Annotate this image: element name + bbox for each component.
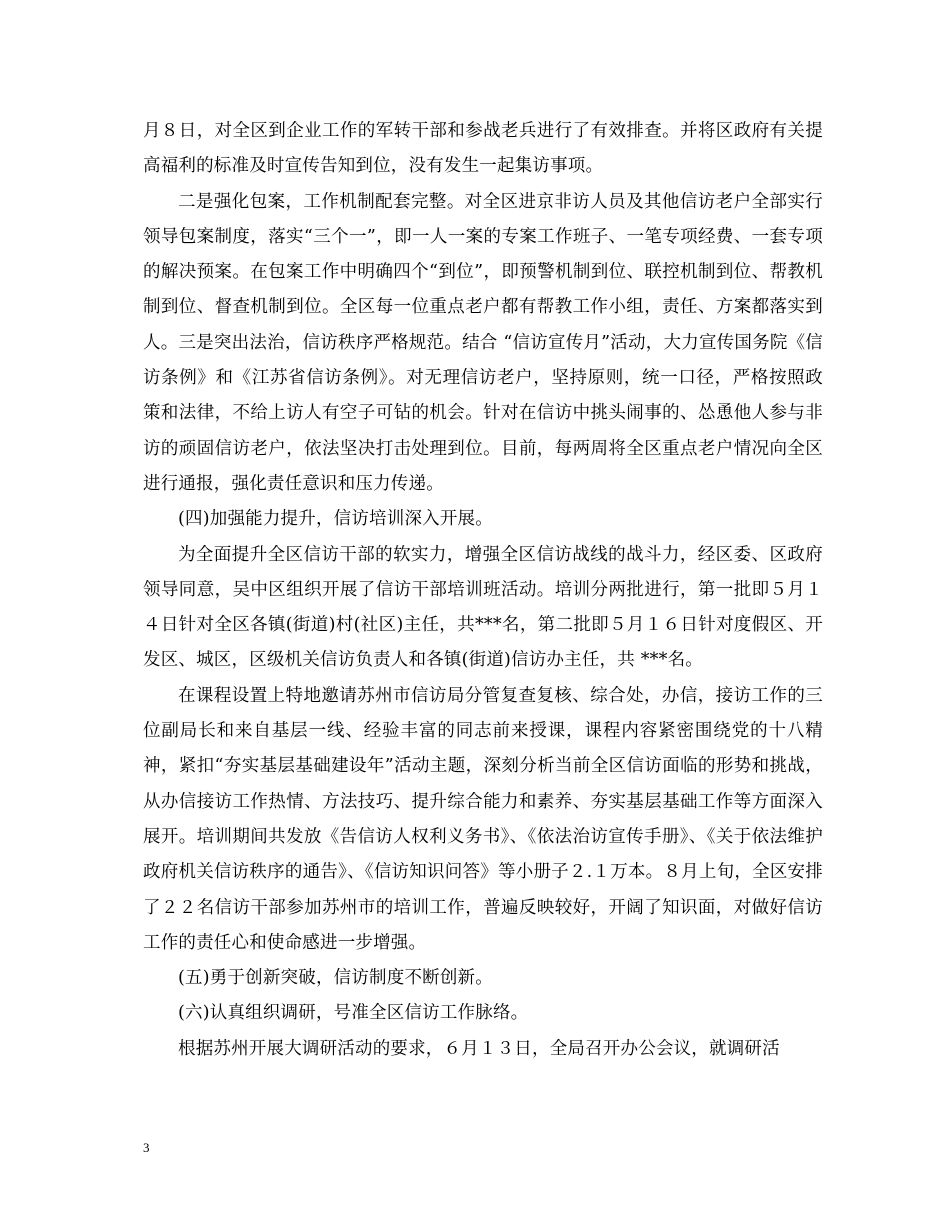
paragraph-8: 根据苏州开展大调研活动的要求，６月１３日，全局召开办公会议，就调研活: [178, 1038, 780, 1059]
body-text: [143, 114, 823, 1067]
paragraph-3-heading: (四)加强能力提升，信访培训深入开展。: [178, 509, 493, 530]
paragraph-6-heading: (五)勇于创新突破，信访制度不断创新。: [178, 968, 493, 989]
paragraph-4: 为全面提升全区信访干部的软实力，增强全区信访战线的战斗力，经区委、区政府领导同意，吴中区组织开展了信访干部培训班活动。培训分两批进行，第一批即５月１４日针对全区各镇(街道)村(社区)主任，共***名，第二批即５月１６日针对度假区、开发区、城区，区级机关信访负责人和各镇(街道)信访办主任，共 ***名。: [143, 544, 823, 671]
paragraph-1: 月８日，对全区到企业工作的军转干部和参战老兵进行了有效排查。并将区政府有关提高福利的标准及时宣传告知到位，没有发生一起集访事项。: [143, 121, 823, 177]
paragraph-2: 二是强化包案，工作机制配套完整。对全区进京非访人员及其他信访老户全部实行领导包案制度，落实“三个一”，即一人一案的专案工作班子、一笔专项经费、一套专项的解决预案。在包案工作中明确四个“到位”，即预警机制到位、联控机制到位、帮教机制到位、督查机制到位。全区每一位重点老户都有帮教工作小组，责任、方案都落实到人。三是突出法治，信访秩序严格规范。结合 “信访宣传月”活动，大力宣传国务院《信访条例》和《江苏省信访条例》。对无理信访老户，坚持原则，统一口径，严格按照政策和法律，不给上访人有空子可钻的机会。针对在信访中挑头闹事的、怂恿他人参与非访的顽固信访老户，依法坚决打击处理到位。目前，每两周将全区重点老户情况向全区进行通报，强化责任意识和压力传递。: [143, 191, 823, 494]
paragraph-7-heading: (六)认真组织调研，号准全区信访工作脉络。: [178, 1003, 529, 1024]
paragraph-5: 在课程设置上特地邀请苏州市信访局分管复查复核、综合处，办信，接访工作的三位副局长和来自基层一线、经验丰富的同志前来授课，课程内容紧密围绕党的十八精神，紧扣“夯实基层基础建设年”活动主题，深刻分析当前全区信访面临的形势和挑战，从办信接访工作热情、方法技巧、提升综合能力和素养、夯实基层基础工作等方面深入展开。培训期间共发放《告信访人权利义务书》、《依法治访宣传手册》、《关于依法维护政府机关信访秩序的通告》、《信访知识问答》等小册子２.１万本。８月上旬，全区安排了２２名信访干部参加苏州市的培训工作，普遍反映较好，开阔了知识面，对做好信访工作的责任心和使命感进一步增强。: [143, 685, 823, 953]
page-number: 3: [143, 1140, 150, 1155]
